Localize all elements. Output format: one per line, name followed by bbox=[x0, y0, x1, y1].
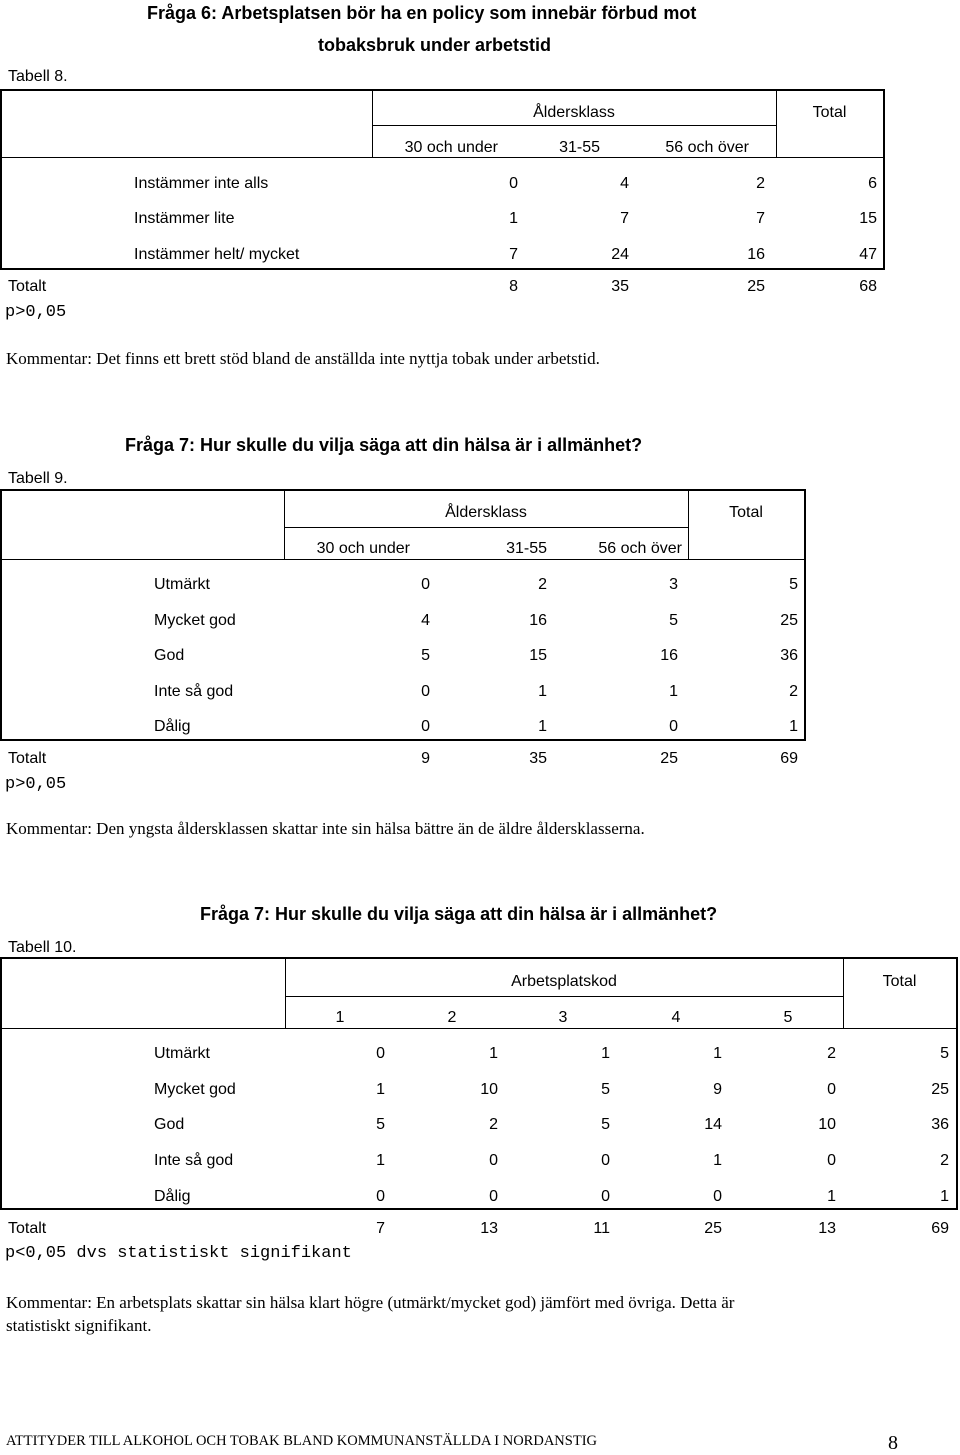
t8-cell: 7 bbox=[756, 210, 765, 227]
t9-comment: Kommentar: Den yngsta åldersklassen skattar inte sin hälsa bättre än de äldre åldersklasserna. bbox=[6, 819, 645, 838]
t10-total-cell: 25 bbox=[931, 1081, 949, 1098]
t10-cell: 10 bbox=[818, 1116, 836, 1133]
t8-row-label: Instämmer inte alls bbox=[134, 175, 269, 192]
t10-question: Fråga 7: Hur skulle du vilja säga att din hälsa är i allmänhet? bbox=[200, 904, 718, 924]
footer-title: ATTITYDER TILL ALKOHOL OCH TOBAK BLAND KOMMUNANSTÄLLDA I NORDANSTIG bbox=[6, 1433, 597, 1449]
t10-cell: 1 bbox=[601, 1045, 610, 1062]
t8-pvalue: p>0,05 bbox=[5, 303, 67, 322]
t10-top-border bbox=[0, 957, 958, 959]
t10-col-header: 4 bbox=[671, 1009, 681, 1026]
t9-row-label: Inte så god bbox=[154, 683, 234, 700]
t10-group-header: Arbetsplatskod bbox=[511, 973, 617, 990]
t8-group-header: Åldersklass bbox=[533, 104, 615, 121]
t10-totalt-cell: 13 bbox=[818, 1220, 836, 1237]
t9-right-border bbox=[804, 489, 806, 741]
t8-cell: 2 bbox=[756, 175, 765, 192]
t8-totalt-label: Totalt bbox=[8, 278, 47, 295]
t8-total-header: Total bbox=[812, 104, 847, 121]
t8-group-underline bbox=[372, 125, 776, 126]
t9-cell: 1 bbox=[538, 718, 547, 735]
t9-cell: 2 bbox=[538, 576, 547, 593]
t10-pvalue: p<0,05 dvs statistiskt signifikant bbox=[5, 1244, 352, 1263]
t10-row-label: God bbox=[154, 1116, 185, 1133]
t10-bottom-border bbox=[0, 1208, 958, 1210]
t8-cell: 7 bbox=[620, 210, 629, 227]
t9-total-header: Total bbox=[729, 504, 763, 521]
t10-cell: 0 bbox=[827, 1081, 836, 1098]
t8-cell: 0 bbox=[509, 175, 518, 192]
t10-totalt-cell: 25 bbox=[704, 1220, 722, 1237]
t10-cell: 5 bbox=[376, 1116, 385, 1133]
t10-header-total-border bbox=[843, 957, 844, 1028]
t9-totalt-cell: 9 bbox=[421, 750, 430, 767]
t10-cell: 0 bbox=[601, 1188, 610, 1205]
t10-cell: 0 bbox=[489, 1152, 498, 1169]
t10-total-cell: 1 bbox=[940, 1188, 949, 1205]
t8-cell: 1 bbox=[509, 210, 518, 227]
t10-col-header: 1 bbox=[335, 1009, 345, 1026]
t10-cell: 2 bbox=[489, 1116, 498, 1133]
t8-cell: 16 bbox=[747, 246, 765, 263]
t10-col-header: 3 bbox=[558, 1009, 568, 1026]
t9-row-label: God bbox=[154, 647, 185, 664]
t9-totalt-cell: 25 bbox=[660, 750, 678, 767]
t10-cell: 1 bbox=[489, 1045, 498, 1062]
t9-col-header: 31-55 bbox=[506, 540, 547, 557]
t10-totalt-total: 69 bbox=[931, 1220, 949, 1237]
t8-comment: Kommentar: Det finns ett brett stöd bland de anställda inte nyttja tobak under arbetstid. bbox=[6, 349, 600, 368]
t10-cell: 14 bbox=[704, 1116, 722, 1133]
t9-cell: 15 bbox=[529, 647, 547, 664]
t9-col-header: 56 och över bbox=[598, 540, 682, 557]
t10-cell: 0 bbox=[376, 1045, 385, 1062]
t9-cell: 0 bbox=[421, 683, 430, 700]
t10-cell: 10 bbox=[480, 1081, 498, 1098]
t8-table-label: Tabell 8. bbox=[8, 68, 68, 85]
t9-cell: 0 bbox=[421, 576, 430, 593]
t10-totalt-cell: 7 bbox=[376, 1220, 385, 1237]
t9-left-border bbox=[0, 489, 2, 741]
t8-totalt-cell: 25 bbox=[747, 278, 765, 295]
t9-row-label: Utmärkt bbox=[154, 576, 210, 593]
t10-group-underline bbox=[285, 996, 843, 997]
t8-total-cell: 15 bbox=[859, 210, 877, 227]
t10-cell: 1 bbox=[713, 1045, 722, 1062]
t10-cell: 0 bbox=[376, 1188, 385, 1205]
t10-total-cell: 2 bbox=[940, 1152, 949, 1169]
t8-total-cell: 6 bbox=[868, 175, 877, 192]
t10-row-label: Mycket god bbox=[154, 1081, 236, 1098]
t8-col-header: 30 och under bbox=[404, 139, 498, 156]
t10-row-label: Dålig bbox=[154, 1188, 191, 1205]
t8-totalt-cell: 8 bbox=[509, 278, 518, 295]
t10-header-bottom bbox=[0, 1028, 958, 1029]
t8-top-border bbox=[0, 89, 885, 91]
t10-header-left-border bbox=[285, 957, 286, 1028]
t10-comment-line1: Kommentar: En arbetsplats skattar sin hälsa klart högre (utmärkt/mycket god) jämfört med övriga. Detta är bbox=[6, 1293, 735, 1312]
t9-cell: 0 bbox=[421, 718, 430, 735]
t9-total-cell: 25 bbox=[780, 612, 798, 629]
t8-cell: 24 bbox=[611, 246, 629, 263]
t9-row-label: Mycket god bbox=[154, 612, 236, 629]
t10-col-header: 2 bbox=[447, 1009, 457, 1026]
t8-col-header: 31-55 bbox=[559, 139, 600, 156]
t10-row-label: Utmärkt bbox=[154, 1045, 210, 1062]
t10-cell: 0 bbox=[713, 1188, 722, 1205]
t9-cell: 5 bbox=[421, 647, 430, 664]
t8-left-border bbox=[0, 89, 2, 270]
t9-cell: 4 bbox=[421, 612, 430, 629]
t10-cell: 2 bbox=[827, 1045, 836, 1062]
t9-table-label: Tabell 9. bbox=[8, 470, 68, 487]
t10-right-border bbox=[956, 957, 958, 1210]
t8-header-total-border bbox=[776, 89, 777, 157]
t9-cell: 1 bbox=[669, 683, 678, 700]
t9-cell: 0 bbox=[669, 718, 678, 735]
t9-question: Fråga 7: Hur skulle du vilja säga att din hälsa är i allmänhet? bbox=[125, 435, 643, 455]
t10-total-cell: 5 bbox=[940, 1045, 949, 1062]
t9-header-bottom bbox=[0, 559, 806, 560]
t9-row-label: Dålig bbox=[154, 718, 191, 735]
t10-comment-line2: statistiskt signifikant. bbox=[6, 1316, 152, 1335]
t8-row-label: Instämmer lite bbox=[134, 210, 235, 227]
t10-totalt-cell: 11 bbox=[593, 1220, 610, 1237]
t9-bottom-border bbox=[0, 739, 806, 741]
t8-question-line2: tobaksbruk under arbetstid bbox=[318, 35, 552, 55]
t8-totalt-total: 68 bbox=[859, 278, 877, 295]
t9-group-underline bbox=[284, 527, 688, 528]
t9-totalt-label: Totalt bbox=[8, 750, 47, 767]
t10-cell: 5 bbox=[601, 1116, 610, 1133]
t9-cell: 3 bbox=[669, 576, 678, 593]
t10-totalt-label: Totalt bbox=[8, 1220, 47, 1237]
t8-col-header: 56 och över bbox=[665, 139, 749, 156]
t8-row-label: Instämmer helt/ mycket bbox=[134, 246, 300, 263]
t10-table-label: Tabell 10. bbox=[8, 939, 77, 956]
t10-total-cell: 36 bbox=[931, 1116, 949, 1133]
t10-cell: 9 bbox=[713, 1081, 722, 1098]
t10-cell: 5 bbox=[601, 1081, 610, 1098]
t9-totalt-total: 69 bbox=[780, 750, 798, 767]
t9-total-cell: 5 bbox=[789, 576, 798, 593]
t10-cell: 1 bbox=[376, 1081, 385, 1098]
t9-pvalue: p>0,05 bbox=[5, 775, 67, 794]
t9-total-cell: 1 bbox=[789, 718, 798, 735]
t9-cell: 5 bbox=[669, 612, 678, 629]
t8-cell: 7 bbox=[509, 246, 518, 263]
t10-cell: 0 bbox=[827, 1152, 836, 1169]
t10-totalt-cell: 13 bbox=[480, 1220, 498, 1237]
t10-cell: 0 bbox=[601, 1152, 610, 1169]
t8-right-border bbox=[883, 89, 885, 270]
t10-cell: 1 bbox=[827, 1188, 836, 1205]
t9-total-cell: 2 bbox=[789, 683, 798, 700]
t9-cell: 16 bbox=[529, 612, 547, 629]
t9-cell: 1 bbox=[538, 683, 547, 700]
t9-header-total-border bbox=[688, 489, 689, 559]
t9-col-header: 30 och under bbox=[316, 540, 410, 557]
t9-totalt-cell: 35 bbox=[529, 750, 547, 767]
t10-cell: 1 bbox=[376, 1152, 385, 1169]
t10-cell: 0 bbox=[489, 1188, 498, 1205]
t9-top-border bbox=[0, 489, 806, 491]
t10-col-header: 5 bbox=[783, 1009, 793, 1026]
t8-header-bottom bbox=[0, 157, 885, 158]
t9-total-cell: 36 bbox=[780, 647, 798, 664]
t8-cell: 4 bbox=[620, 175, 629, 192]
t8-total-cell: 47 bbox=[859, 246, 877, 263]
t8-question-line1: Fråga 6: Arbetsplatsen bör ha en policy som innebär förbud mot bbox=[147, 3, 697, 23]
t8-totalt-cell: 35 bbox=[611, 278, 629, 295]
t9-cell: 16 bbox=[660, 647, 678, 664]
t9-group-header: Åldersklass bbox=[445, 504, 527, 521]
t10-row-label: Inte så god bbox=[154, 1152, 234, 1169]
page-number: 8 bbox=[888, 1432, 898, 1454]
t8-bottom-border bbox=[0, 268, 885, 270]
t10-left-border bbox=[0, 957, 2, 1210]
t10-cell: 1 bbox=[713, 1152, 722, 1169]
t10-total-header: Total bbox=[882, 973, 917, 990]
